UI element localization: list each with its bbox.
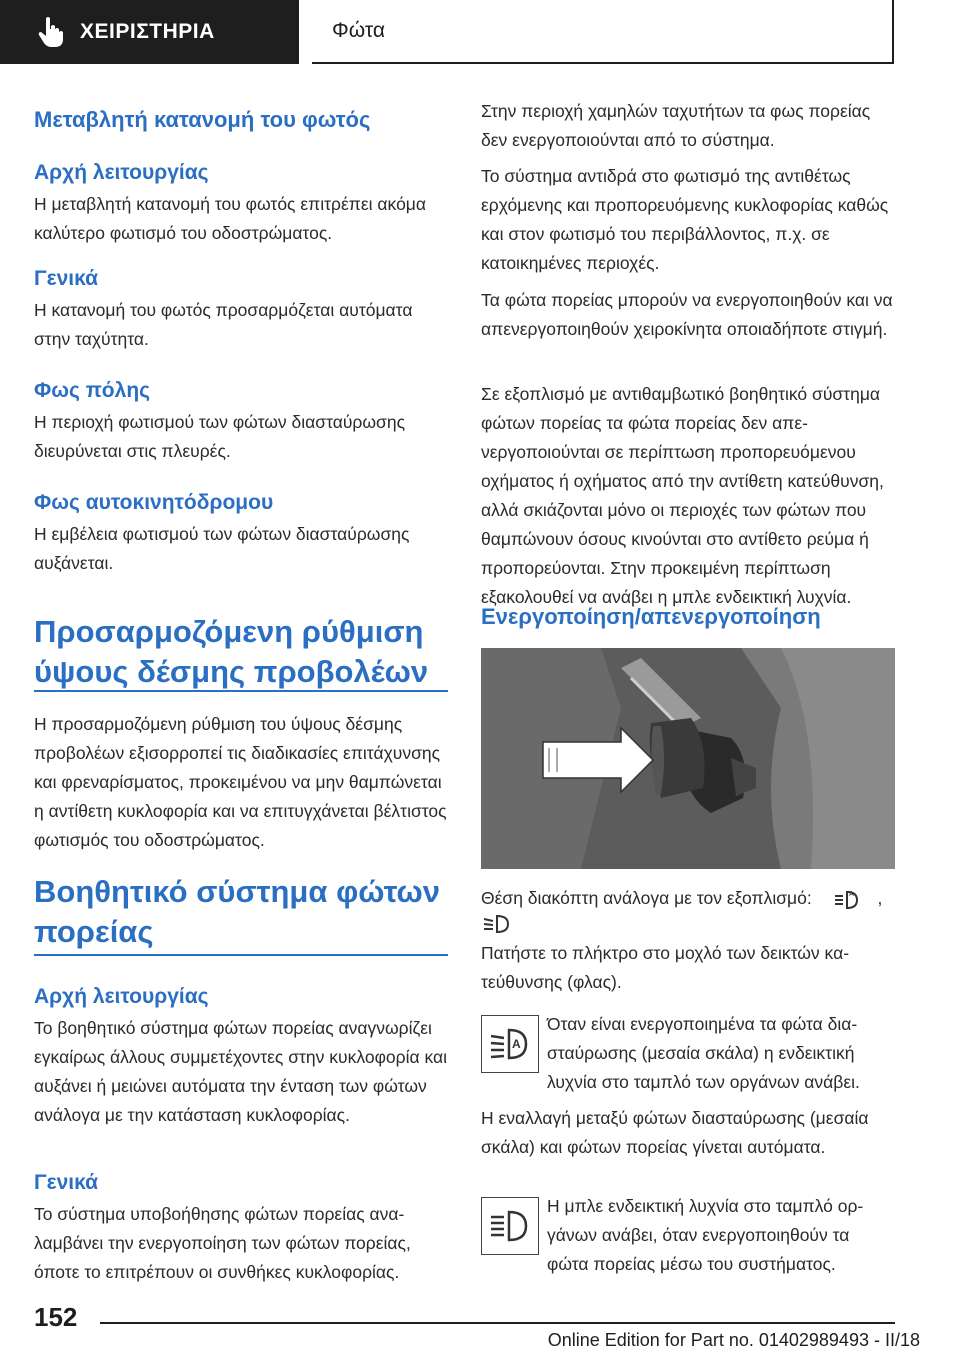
body-text: Το σύστημα αντιδρά στο φωτισμό της αντιθέτως ερχόμενης και προπορευόμενης κυκλοφορίας καθώς και στον φωτισμό του περιβάλλοντος, π.χ. σε κατοικημένες περιοχές. [481, 166, 889, 273]
chapter-title: ΧΕΙΡΙΣΤΗΡΙΑ [80, 20, 215, 43]
subsection-heading: Γενικά [34, 1171, 99, 1194]
body-text: Τα φώτα πορείας μπορούν να ενεργοποιηθούν και να απενεργοποιηθούν χειροκίνητα οποιαδήποτε στιγμή. [481, 290, 893, 339]
edition-footer: Online Edition for Part no. 01402989493 - II/18 [547, 1330, 920, 1350]
auto-high-beam-indicator-icon [482, 1016, 537, 1071]
body-paragraph [34, 710, 448, 855]
indicator-box [481, 1015, 539, 1073]
body-text: Πατήστε το πλήκτρο στο μοχλό των δεικτών κατεύθυνσης (φλας). [481, 943, 850, 992]
high-beam-assist-icon [481, 913, 511, 935]
body-paragraph [481, 380, 895, 612]
body-text: Θέση διακόπτη ανάλογα με τον εξοπλισμό: [481, 888, 812, 908]
section-heading: Μεταβλητή κατανομή του φωτός [34, 107, 371, 132]
footer-divider [100, 1322, 895, 1324]
body-paragraph [481, 1104, 895, 1162]
section-heading: Βοηθητικό σύστημα φώτων πορείας [34, 874, 440, 949]
note-paragraph [547, 1192, 895, 1279]
body-paragraph [481, 162, 895, 278]
body-text: Η μεταβλητή κατανομή του φωτός επιτρέπει ακόμα καλύτερο φωτισμό του οδοστρώματος. [34, 194, 426, 243]
body-text: Στην περιοχή χαμηλών ταχυτήτων τα φως πορείας δεν ενεργοποιούνται από το σύστημα. [481, 101, 871, 150]
header-chapter-tab [0, 0, 299, 64]
note-text: Όταν είναι ενεργοποιημένα τα φώτα διασταύρωσης (μεσαία σκάλα) η ενδεικτική λυχνία στο ταμπλό των οργάνων ανάβει. [547, 1014, 860, 1092]
body-text: Η προσαρμοζόμενη ρύθμιση του ύψους δέσμης προβολέων εξισορροπεί τις διαδικασίες επιτάχυνσης και φρεναρίσματος, προκειμένου να μην θαμπώνεται η αντίθετη κυκλοφορία και να επιτυγχάνεται βέλτιστος φωτισμός του οδοστρώματος. [34, 714, 447, 850]
section-high-beam-assistant [34, 872, 448, 952]
subsection-heading: Γενικά [34, 267, 99, 290]
page-number: 152 [34, 1302, 78, 1332]
body-text: Η περιοχή φωτισμού των φώτων διασταύρωσης διευρύνεται στις πλευρές. [34, 412, 406, 461]
hand-pointer-icon [38, 16, 64, 48]
body-paragraph [481, 939, 895, 997]
body-text: Το σύστημα υποβοήθησης φώτων πορείας αναλαμβάνει την ενεργοποίηση των φώτων πορείας, όποτε το επιτρέπουν οι συνθήκες κυκλοφορίας. [34, 1204, 411, 1282]
body-paragraph [481, 97, 895, 155]
section-headlight-range [34, 612, 448, 692]
svg-text:A: A [848, 891, 854, 899]
body-text: Η εμβέλεια φωτισμού των φώτων διασταύρωσης αυξάνεται. [34, 524, 410, 573]
turn-signal-stalk-photo [481, 648, 895, 869]
subsection-heading: Φως πόλης [34, 379, 151, 402]
section-on-off [481, 604, 895, 630]
indicator-box [481, 1197, 539, 1255]
subsection-heading: Αρχή λειτουργίας [34, 161, 209, 184]
section-divider [34, 690, 448, 692]
section-heading: Προσαρμοζόμενη ρύθμιση ύψους δέσμης προβολέων [34, 614, 429, 689]
body-paragraph [481, 286, 895, 344]
subsection [34, 378, 448, 466]
section-variable-light [34, 107, 448, 133]
switch-position-text [481, 884, 895, 935]
subsection [34, 490, 448, 578]
subsection [34, 266, 448, 354]
body-text: Σε εξοπλισμό με αντιθαμβωτικό βοηθητικό σύστημα φώτων πορείας τα φώτα πορείας δεν απενεργοποιούνται σε περίπτωση προπορευόμενου οχήματος ή οχήματος από την αντίθετη κατεύθυνση, αλλά σκιάζονται μόνο οι περιοχές των φώτων που θαμπώνουν όσους κινούνται στο αντίθετο ρεύμα ή προπορεύονται. Στην προκειμένη περίπτωση εξακολουθεί να ανάβει η μπλε ενδεικτική λυχνία. [481, 384, 884, 607]
section-divider [34, 954, 448, 956]
high-beam-assist-auto-icon [831, 888, 861, 910]
subsection-heading: Φως αυτοκινητόδρομου [34, 491, 274, 514]
high-beam-indicator-icon [482, 1198, 537, 1253]
note-text: Η μπλε ενδεικτική λυχνία στο ταμπλό οργάνων ανάβει, όταν ενεργοποιηθούν τα φώτα πορείας μέσω του συστήματος. [547, 1196, 864, 1274]
subsection [34, 160, 448, 248]
subsection-heading: Αρχή λειτουργίας [34, 985, 209, 1008]
subsection [34, 984, 448, 1130]
body-text: Η εναλλαγή μεταξύ φώτων διασταύρωσης (μεσαία σκάλα) και φώτων πορείας γίνεται αυτόματα. [481, 1108, 869, 1157]
section-heading: Ενεργοποίηση/απενεργοποίηση [481, 604, 821, 629]
body-text: Το βοηθητικό σύστημα φώτων πορείας αναγνωρίζει εγκαίρως άλλους συμμετέχοντες στην κυκλοφορία και αυξάνει ή μειώνει αυτόματα την ένταση των φώτων ανάλογα με την κατάσταση κυκλοφορίας. [34, 1018, 448, 1125]
note-paragraph [547, 1010, 895, 1097]
svg-text:A: A [512, 1037, 521, 1051]
subsection [34, 1170, 448, 1287]
body-text: Η κατανομή του φωτός προσαρμόζεται αυτόματα στην ταχύτητα. [34, 300, 413, 349]
separator-comma: , [877, 888, 883, 908]
header-section-tab [312, 0, 894, 64]
section-title: Φώτα [332, 19, 385, 42]
